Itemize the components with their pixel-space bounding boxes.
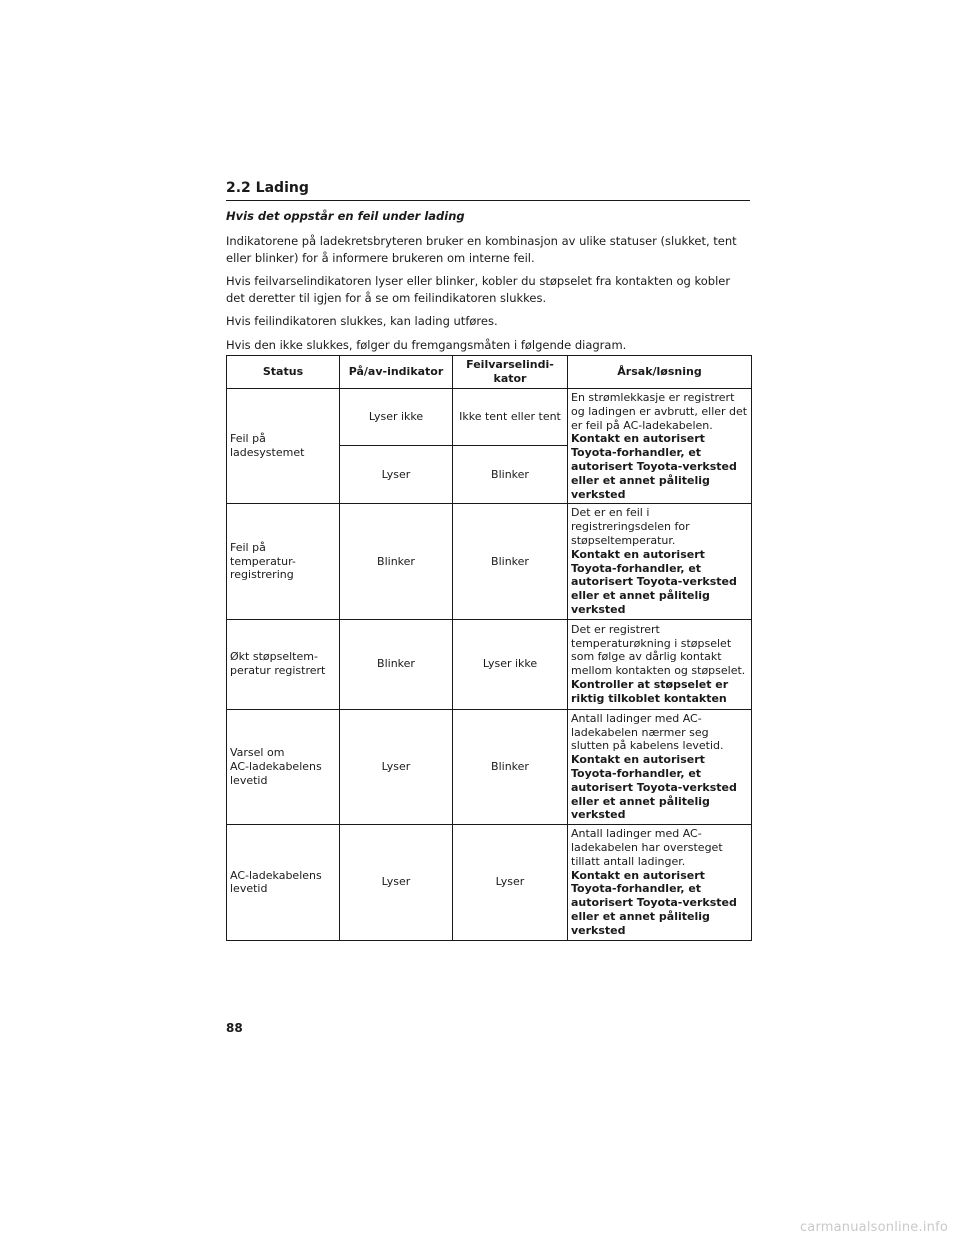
cause-description: En strømlekkasje er registrert og ladingen er avbrutt, eller det er feil på AC-ladekabelen. xyxy=(571,391,748,432)
onoff-cell: Lyser xyxy=(340,825,453,940)
page-number: 88 xyxy=(226,1021,243,1035)
diagnostic-table xyxy=(226,355,752,941)
status-cell: Varsel om AC-ladekabelens levetid xyxy=(227,709,340,824)
fault-cell: Lyser ikke xyxy=(453,619,568,709)
status-cell: Feil på ladesystemet xyxy=(227,389,340,504)
header-status: Status xyxy=(227,356,340,389)
table-row xyxy=(227,619,752,709)
cause-action: Kontroller at støpselet er riktig tilkoblet kontakten xyxy=(571,678,729,705)
onoff-cell: Lyser xyxy=(340,446,453,504)
table-header-row xyxy=(227,356,752,389)
section-title: 2.2 Lading xyxy=(226,180,309,196)
table-row xyxy=(227,504,752,619)
status-cell: Feil på temperatur- registrering xyxy=(227,504,340,619)
watermark: carmanualsonline.info xyxy=(799,1220,948,1235)
fault-cell: Blinker xyxy=(453,709,568,824)
intro-paragraph: Hvis feilindikatoren slukkes, kan lading utføres. xyxy=(226,314,498,328)
onoff-cell: Blinker xyxy=(340,619,453,709)
table-row xyxy=(227,709,752,824)
section-header xyxy=(226,178,750,201)
table-row xyxy=(227,389,752,446)
fault-cell: Blinker xyxy=(453,504,568,619)
cause-description: Det er registrert temperaturøkning i støpselet som følge av dårlig kontakt mellom kontakten og støpselet. xyxy=(571,622,746,678)
onoff-cell: Lyser xyxy=(340,709,453,824)
cause-action: Kontakt en autorisert Toyota-forhandler, et autorisert Toyota-verksted eller et annet pålitelig verksted xyxy=(571,432,737,501)
onoff-cell: Lyser ikke xyxy=(340,389,453,446)
status-cell: Økt støpseltem- peratur registrert xyxy=(227,619,340,709)
cause-cell xyxy=(568,504,752,619)
cause-description: Antall ladinger med AC-ladekabelen nærmer seg slutten på kabelens levetid. xyxy=(571,711,724,753)
fault-cell: Lyser xyxy=(453,825,568,940)
intro-paragraph: Hvis feilvarselindikatoren lyser eller blinker, kobler du støpselet fra kontakten og kobler det deretter til igjen for å se om feilindikatoren slukkes. xyxy=(226,274,731,305)
cause-description: Antall ladinger med AC-ladekabelen har oversteget tillatt antall ladinger. xyxy=(571,827,723,868)
intro-paragraph: Indikatorene på ladekretsbryteren bruker en kombinasjon av ulike statuser (slukket, tent eller blinker) for å informere brukeren om interne feil. xyxy=(226,234,737,265)
cause-cell xyxy=(568,709,752,824)
intro-heading: Hvis det oppstår en feil under lading xyxy=(226,209,465,223)
header-onoff-indicator: På/av-indikator xyxy=(340,356,453,389)
cause-cell xyxy=(568,825,752,940)
table-row xyxy=(227,825,752,940)
cause-cell xyxy=(568,619,752,709)
cause-action: Kontakt en autorisert Toyota-forhandler, et autorisert Toyota-verksted eller et annet pålitelig verksted xyxy=(571,547,737,616)
status-cell: AC-ladekabelens levetid xyxy=(227,825,340,940)
onoff-cell: Blinker xyxy=(340,504,453,619)
cause-action: Kontakt en autorisert Toyota-forhandler, et autorisert Toyota-verksted eller et annet pålitelig verksted xyxy=(571,753,737,822)
cause-cell xyxy=(568,389,752,504)
cause-description: Det er en feil i registreringsdelen for støpseltemperatur. xyxy=(571,506,690,547)
intro-content xyxy=(226,208,750,360)
header-cause-solution: Årsak/løsning xyxy=(568,356,752,389)
intro-paragraph: Hvis den ikke slukkes, følger du fremgangsmåten i følgende diagram. xyxy=(226,337,627,352)
fault-cell: Ikke tent eller tent xyxy=(453,389,568,446)
cause-action: Kontakt en autorisert Toyota-forhandler, et autorisert Toyota-verksted eller et annet pålitelig verksted xyxy=(571,868,737,937)
fault-cell: Blinker xyxy=(453,446,568,504)
header-fault-indicator: Feilvarselindi- kator xyxy=(453,356,568,389)
